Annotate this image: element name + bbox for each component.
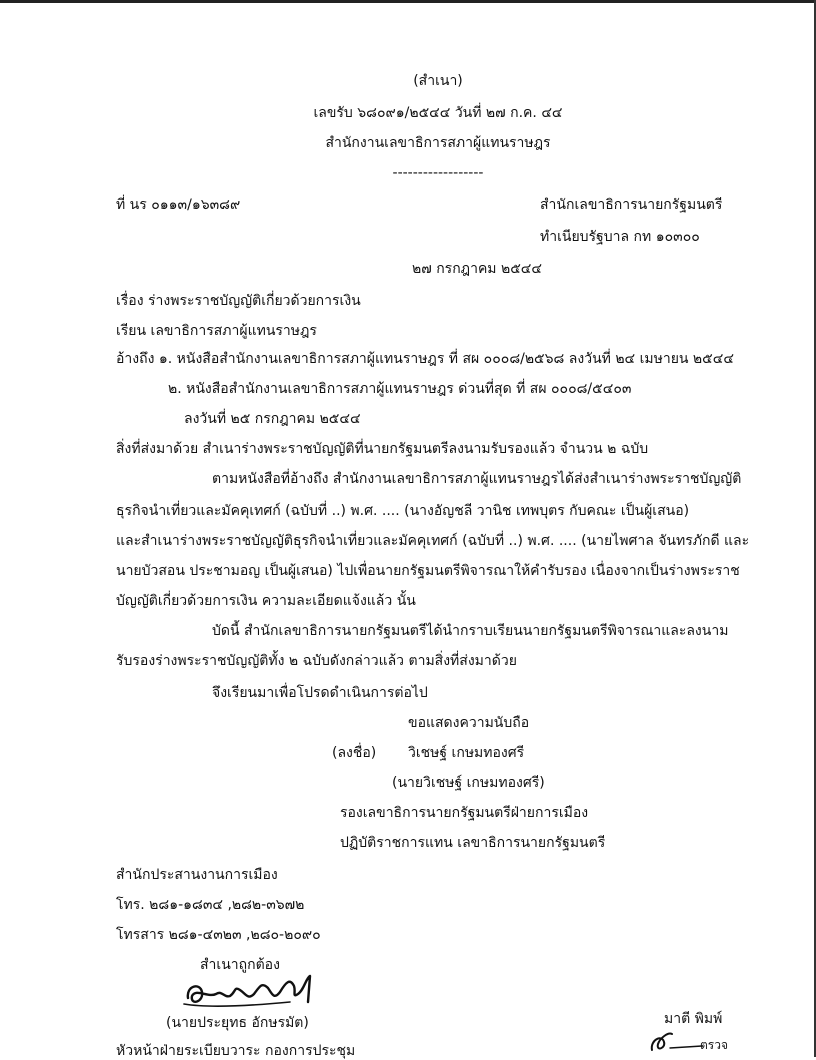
printed-name: (นายวิเชษฐ์ เกษมทองศรี): [392, 775, 545, 791]
body-line: บัญญัติเกี่ยวด้วยการเงิน ความละเอียดแจ้งแล้ว นั้น: [116, 593, 416, 609]
signed-name: วิเชษฐ์ เกษมทองศรี: [408, 745, 525, 761]
body-line: รับรองร่างพระราชบัญญัติทั้ง ๒ ฉบับดังกล่าวแล้ว ตามสิ่งที่ส่งมาด้วย: [116, 653, 517, 669]
sender-address: ทำเนียบรัฐบาล กท ๑๐๓๐๐: [540, 229, 700, 245]
copy-mark: (สำเนา): [413, 73, 463, 89]
divider: ------------------: [392, 165, 484, 181]
certifier-name: (นายประยุทธ อักษรมัต): [166, 1015, 309, 1031]
body-line: ธุรกิจนำเที่ยวและมัคคุเทศก์ (ฉบับที่ ..) พ.ศ. .... (นางอัญชลี วานิช เทพบุตร กับคณะ เป็นผู้เสนอ): [116, 503, 690, 519]
receipt-number: เลขรับ ๖๘๐๙๑/๒๕๔๔ วันที่ ๒๗ ก.ค. ๔๔: [313, 105, 563, 121]
handwritten-signature: [178, 968, 328, 1014]
checker-initials: [646, 1028, 706, 1056]
sender-office: สำนักเลขาธิการนายกรัฐมนตรี: [540, 197, 723, 213]
position-line-2: ปฏิบัติราชการแทน เลขาธิการนายกรัฐมนตรี: [340, 835, 606, 851]
body-line: ตามหนังสือที่อ้างถึง สำนักงานเลขาธิการสภาผู้แทนราษฎรได้ส่งสำเนาร่างพระราชบัญญัติ: [212, 471, 742, 487]
certified-copy-label: สำเนาถูกต้อง: [200, 957, 280, 973]
certifier-position: หัวหน้าฝ่ายระเบียบวาระ กองการประชุม: [116, 1043, 356, 1059]
receiving-office: สำนักงานเลขาธิการสภาผู้แทนราษฎร: [325, 135, 551, 151]
reference-1: อ้างถึง ๑. หนังสือสำนักงานเลขาธิการสภาผู้แทนราษฎร ที่ สผ ๐๐๐๘/๒๕๖๘ ลงวันที่ ๒๔ เมษายน ๒๕๔๔: [116, 351, 734, 367]
typist-note: มาตี พิมพ์: [664, 1011, 723, 1027]
checker-label: ตรวจ: [700, 1038, 729, 1052]
closing-request: จึงเรียนมาเพื่อโปรดดำเนินการต่อไป: [212, 685, 428, 701]
division-name: สำนักประสานงานการเมือง: [116, 867, 278, 883]
enclosure-line: สิ่งที่ส่งมาด้วย สำเนาร่างพระราชบัญญัติที่นายกรัฐมนตรีลงนามรับรองแล้ว จำนวน ๒ ฉบับ: [116, 441, 649, 457]
letter-date: ๒๗ กรกฎาคม ๒๕๔๔: [412, 261, 542, 277]
body-line: และสำเนาร่างพระราชบัญญัติธุรกิจนำเที่ยวและมัคคุเทศก์ (ฉบับที่ ..) พ.ศ. .... (นายไพศาล จันทรภักดี และ: [116, 533, 750, 549]
addressee-line: เรียน เลขาธิการสภาผู้แทนราษฎร: [116, 323, 317, 339]
fax-line: โทรสาร ๒๘๑-๔๓๒๓ ,๒๘๐-๒๐๙๐: [116, 927, 321, 943]
scan-border-top: [0, 0, 816, 3]
regards-line: ขอแสดงความนับถือ: [408, 715, 530, 731]
reference-number: ที่ นร ๐๑๑๓/๑๖๓๘๙: [116, 197, 241, 213]
reference-2-date: ลงวันที่ ๒๕ กรกฎาคม ๒๕๔๔: [184, 411, 361, 427]
signed-label: (ลงชื่อ): [332, 745, 377, 761]
reference-2: ๒. หนังสือสำนักงานเลขาธิการสภาผู้แทนราษฎร ด่วนที่สุด ที่ สผ ๐๐๐๘/๕๔๐๓: [168, 381, 632, 397]
subject-line: เรื่อง ร่างพระราชบัญญัติเกี่ยวด้วยการเงิน: [116, 293, 361, 309]
body-line: นายบัวสอน ประชามอญ เป็นผู้เสนอ) ไปเพื่อนายกรัฐมนตรีพิจารณาให้คำรับรอง เนื่องจากเป็นร่างพระราช: [116, 563, 740, 579]
body-line: บัดนี้ สำนักเลขาธิการนายกรัฐมนตรีได้นำกราบเรียนนายกรัฐมนตรีพิจารณาและลงนาม: [212, 623, 729, 639]
phone-line: โทร. ๒๘๑-๑๘๓๔ ,๒๘๒-๓๖๗๒: [116, 897, 305, 913]
position-line-1: รองเลขาธิการนายกรัฐมนตรีฝ่ายการเมือง: [340, 805, 589, 821]
